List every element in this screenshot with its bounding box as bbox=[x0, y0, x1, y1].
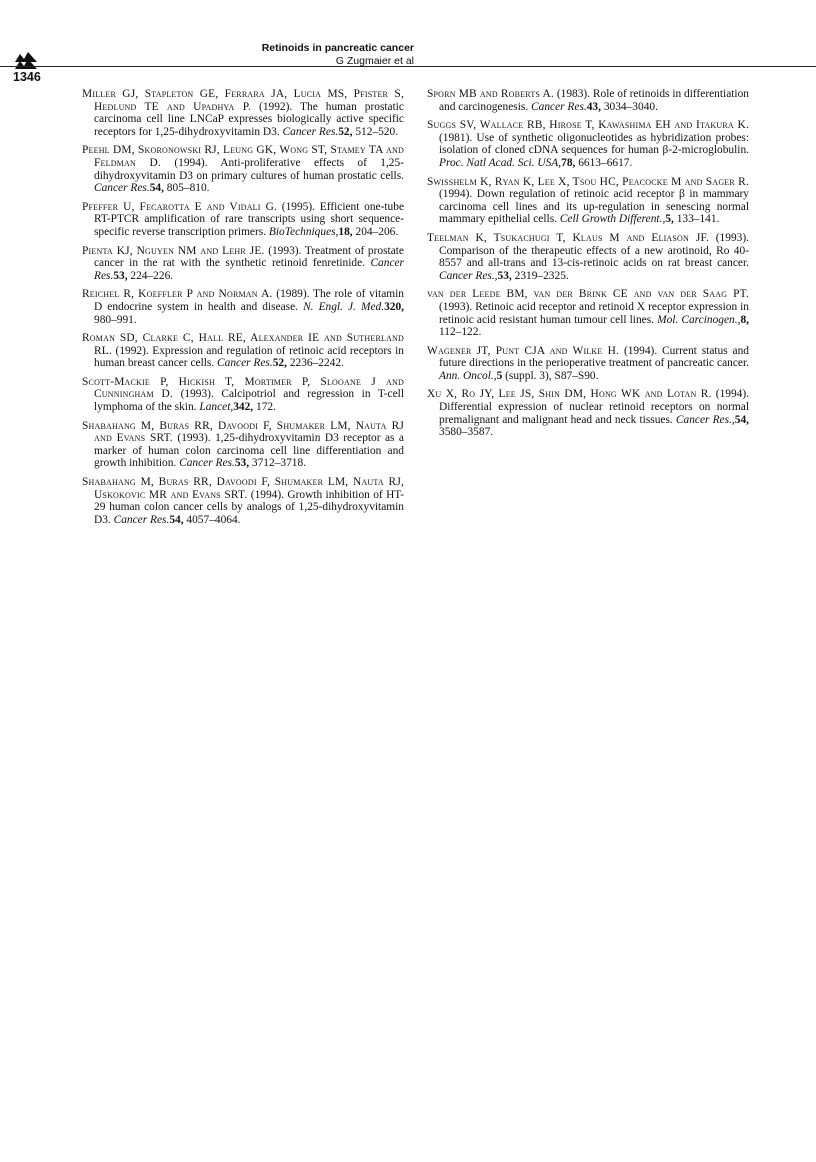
reference-authors: Scott-Mackie P, Hickish T, Mortimer P, Slooane J and Cunningham D. bbox=[82, 375, 404, 401]
reference-journal: Cancer Res., bbox=[439, 269, 498, 282]
reference-authors: Pfeffer U, Fecarotta E and Vidali G. bbox=[82, 200, 278, 213]
reference-entry bbox=[427, 232, 749, 282]
reference-authors: Swisshelm K, Ryan K, Lee X, Tsou HC, Peacocke M and Sager R. bbox=[427, 175, 749, 188]
reference-title: (1993). Retinoic acid receptor and retinoid X receptor expression in retinoic acid resistant human tumour cell lines. bbox=[439, 300, 749, 326]
reference-entry bbox=[82, 144, 404, 194]
reference-volume: 5 bbox=[496, 369, 503, 382]
reference-title: (1994). Growth inhibition of HT-29 human colon cancer cells by analogs of 1,25-dihydroxyvitamin D3. bbox=[94, 488, 404, 526]
reference-entry bbox=[427, 288, 749, 338]
reference-volume: 18, bbox=[338, 225, 353, 238]
reference-title: (1993). Comparison of the therapeutic effects of a new arotinoid, Ro 40-8557 and all-trans and 13-cis-retinoic acids on rat breast cancer. bbox=[439, 231, 749, 270]
reference-title: (1993). Calcipotriol and regression in T-cell lymphoma of the skin. bbox=[94, 388, 404, 414]
reference-authors: Reichel R, Koeffler P and Norman A. bbox=[82, 288, 273, 301]
reference-authors: van der Leede BM, van der Brink CE and van der Saag PT. bbox=[427, 288, 749, 301]
reference-title: (1994). Differential expression of nuclear retinoid receptors on normal premalignant and malignant head and neck tissues. bbox=[439, 388, 749, 426]
reference-journal: Cancer Res. bbox=[94, 257, 404, 282]
reference-journal: Mol. Carcinogen., bbox=[657, 313, 741, 326]
reference-entry bbox=[82, 88, 404, 138]
reference-title: (1992). The human prostatic carcinoma cell line LNCaP expresses biologically active specific receptors for 1,25-dihydroxyvitamin D3. bbox=[94, 100, 404, 138]
reference-authors: Shabahang M, Buras RR, Davoodi F, Shumaker LM, Nauta RJ, Uskokovic MR and Evans SRT. bbox=[82, 476, 404, 501]
reference-title: (1981). Use of synthetic oligonucleotides as hybridization probes: isolation of cloned cDNA sequences for human β-2-microglobulin. bbox=[439, 131, 749, 157]
reference-entry bbox=[427, 345, 749, 383]
reference-pages: 112–122. bbox=[439, 326, 482, 339]
reference-authors: Shabahang M, Buras RR, Davoodi F, Shumaker LM, Nauta RJ and Evans SRT. bbox=[82, 419, 404, 445]
reference-journal: Proc. Natl Acad. Sci. USA, bbox=[439, 156, 562, 169]
reference-journal: Cell Growth Different., bbox=[559, 213, 666, 226]
reference-pages: 172. bbox=[253, 401, 276, 414]
reference-entry bbox=[427, 176, 749, 226]
reference-title: (1994). Down regulation of retinoic acid receptor β in mammary carcinoma cell lines and its up-regulation in senescing normal mammary epithelial cells. bbox=[439, 188, 749, 226]
reference-entry bbox=[82, 245, 404, 283]
reference-authors: Xu X, Ro JY, Lee JS, Shin DM, Hong WK and Lotan R. bbox=[427, 388, 712, 401]
reference-entry bbox=[427, 88, 749, 113]
reference-journal: Cancer Res. bbox=[113, 513, 170, 526]
reference-journal: Ann. Oncol., bbox=[439, 369, 497, 382]
reference-authors: Sporn MB and Roberts A. bbox=[427, 88, 554, 100]
reference-journal: Cancer Res. bbox=[217, 357, 273, 370]
reference-volume: 43, bbox=[586, 100, 601, 113]
reference-entry bbox=[82, 332, 404, 370]
reference-authors: Roman SD, Clarke C, Hall RE, Alexander IE and Sutherland RL. bbox=[82, 332, 404, 357]
reference-title: (1993). 1,25-dihydroxyvitamin D3 receptor as a marker of human colon carcinoma cell line differentiation and growth inhibition. bbox=[94, 432, 404, 470]
reference-volume: 53, bbox=[113, 269, 128, 282]
reference-pages: 3580–3587. bbox=[439, 426, 494, 439]
reference-pages: 805–810. bbox=[163, 182, 210, 195]
reference-volume: 53, bbox=[234, 457, 250, 470]
reference-journal: Cancer Res. bbox=[179, 457, 235, 470]
reference-journal: Cancer Res. bbox=[531, 100, 587, 113]
reference-volume: 52, bbox=[272, 357, 287, 370]
reference-title: (1989). The role of vitamin D endocrine system in health and disease. bbox=[94, 288, 404, 313]
reference-volume: 54, bbox=[734, 413, 749, 426]
reference-authors: Pienta KJ, Nguyen NM and Lehr JE. bbox=[82, 244, 265, 257]
running-title: Retinoids in pancreatic cancer bbox=[261, 42, 414, 54]
reference-pages: 224–226. bbox=[127, 269, 174, 282]
reference-entry bbox=[82, 420, 404, 470]
reference-pages: 3034–3040. bbox=[600, 100, 658, 113]
reference-volume: 52, bbox=[338, 125, 353, 138]
reference-journal: BioTechniques, bbox=[268, 225, 339, 238]
reference-entry bbox=[82, 376, 404, 414]
reference-entry bbox=[82, 288, 404, 326]
reference-title: (1994). Current status and future directions in the perioperative treatment of pancreatic cancer. bbox=[439, 344, 749, 370]
reference-authors: Wagener JT, Punt CJA and Wilke H. bbox=[427, 344, 620, 357]
reference-column-left bbox=[82, 88, 404, 532]
reference-volume: 5, bbox=[665, 213, 674, 226]
reference-journal: Cancer Res. bbox=[282, 125, 339, 138]
reference-volume: 320, bbox=[384, 300, 404, 313]
reference-entry bbox=[82, 476, 404, 526]
reference-volume: 54, bbox=[149, 182, 164, 195]
running-head bbox=[262, 42, 414, 68]
reference-journal: Lancet, bbox=[199, 401, 234, 414]
running-authors: G Zugmaier et al bbox=[335, 55, 414, 67]
reference-title: (1993). Treatment of prostate cancer in the rat with the synthetic retinoid fenretinide. bbox=[94, 244, 404, 270]
reference-entry bbox=[82, 201, 404, 239]
reference-volume: 8, bbox=[740, 313, 749, 326]
reference-title: (1992). Expression and regulation of retinoic acid receptors in human breast cancer cells. bbox=[94, 344, 404, 370]
reference-pages: 6613–6617. bbox=[575, 156, 633, 169]
reference-title: (1983). Role of retinoids in differentiation and carcinogenesis. bbox=[439, 88, 749, 113]
reference-pages: 204–206. bbox=[352, 225, 399, 238]
reference-authors: Peehl DM, Skoronowski RJ, Leung GK, Wong ST, Stamey TA and Feldman D. bbox=[82, 144, 404, 169]
reference-journal: N. Engl. J. Med. bbox=[303, 300, 385, 313]
reference-column-right bbox=[427, 88, 749, 445]
reference-pages: 133–141. bbox=[673, 213, 720, 226]
reference-authors: Teelman K, Tsukachugi T, Klaus M and Eliason JF. bbox=[427, 231, 710, 244]
reference-pages: 980–991. bbox=[94, 313, 137, 326]
reference-pages: 4057–4064. bbox=[183, 513, 241, 526]
reference-authors: Miller GJ, Stapleton GE, Ferrara JA, Lucia MS, Pfister S, Hedlund TE and Upadhya P. bbox=[82, 88, 404, 113]
reference-volume: 53, bbox=[497, 269, 512, 282]
reference-pages: 3712–3718. bbox=[249, 457, 307, 470]
reference-pages: 2236–2242. bbox=[286, 357, 344, 370]
reference-pages: (suppl. 3), S87–S90. bbox=[502, 369, 599, 382]
reference-volume: 54, bbox=[169, 513, 184, 526]
reference-authors: Suggs SV, Wallace RB, Hirose T, Kawashima EH and Itakura K. bbox=[427, 119, 749, 132]
reference-entry bbox=[427, 388, 749, 438]
reference-pages: 2319–2325. bbox=[511, 269, 569, 282]
reference-title: (1995). Efficient one-tube RT-PTCR amplification of rare transcripts using short sequence-specific reverse transcription primers. bbox=[94, 200, 405, 238]
reference-pages: 512–520. bbox=[352, 125, 399, 138]
reference-journal: Cancer Res. bbox=[94, 182, 150, 195]
reference-volume: 78, bbox=[561, 156, 576, 169]
reference-entry bbox=[427, 119, 749, 169]
reference-journal: Cancer Res., bbox=[675, 413, 735, 426]
reference-title: (1994). Anti-proliferative effects of 1,25-dihydroxyvitamin D3 on primary cultures of human prostatic cells. bbox=[94, 156, 404, 182]
reference-volume: 342, bbox=[233, 401, 254, 414]
page-number: 1346 bbox=[13, 70, 41, 84]
